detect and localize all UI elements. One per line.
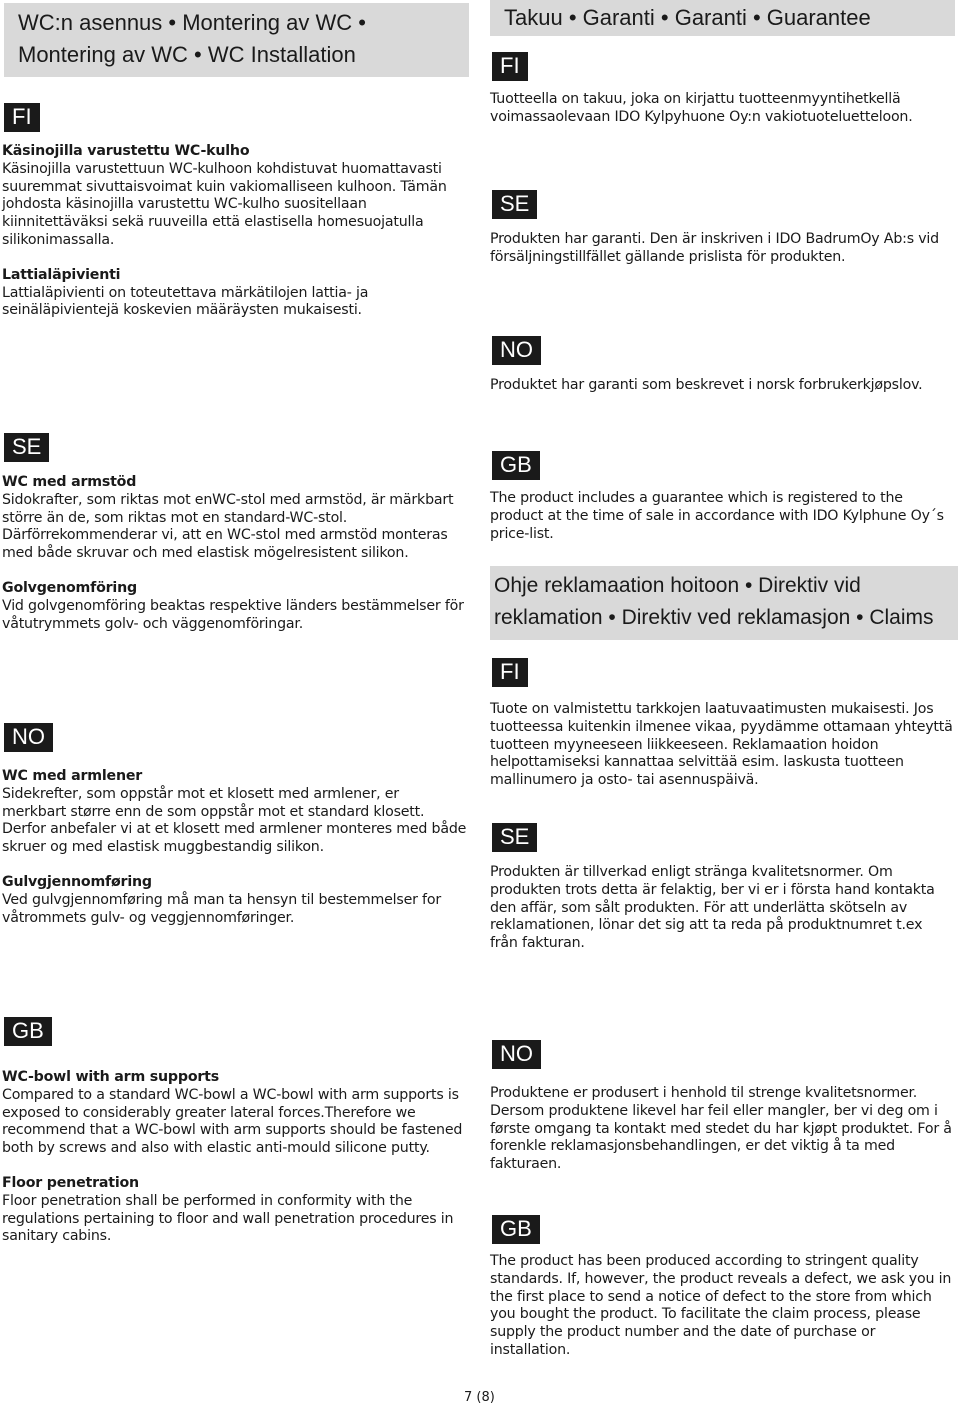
- section-heading: Gulvgjennomføring: [2, 873, 152, 890]
- section-heading: WC-bowl with arm supports: [2, 1069, 219, 1085]
- section-text: Compared to a standard WC-bowl a WC-bowl with arm supports is exposed to considerably greater lateral forces.Therefore we recommend that a WC-bowl with arm supports should be fastened both by screws and also with elastic anti-mould silicone putty.: [2, 1086, 463, 1157]
- section-text: Sidekrefter, som oppstår mot et klosett med armlener, er merkbart større enn de som oppstår mot et standard klosett. Derfor anbefaler vi at et klosett med armlener monteres med både skruer og med elastisk muggbestandig silikon.: [2, 785, 467, 856]
- claims-gb-text: The product has been produced according to stringent quality standards. If, however, the product reveals a defect, we ask you in the first place to send a notice of defect to the store from which you bought the product. To facilitate the claim process, please supply the product number and the date of purchase or installation.: [490, 1253, 952, 1358]
- section-text: Ved gulvgjennomføring må man ta hensyn til bestemmelser for våtrommets gulv- og veggjennomføringer.: [2, 891, 441, 926]
- installation-title: WC:n asennus • Montering av WC • Montering av WC • WC Installation: [18, 10, 366, 67]
- section-text: Sidokrafter, som riktas mot enWC-stol med armstöd, är märkbart större än de, som riktas mot en standard-WC-stol. Därförrekommenderar vi, att en WC-stol med armstöd monteras med både skruvar och med elastisk mögelresistent silikon.: [2, 491, 454, 562]
- section-heading: Lattialäpivienti: [2, 266, 121, 283]
- section-heading: Floor penetration: [2, 1174, 139, 1191]
- lang-tag-se: SE: [4, 433, 49, 462]
- section-text: Floor penetration shall be performed in conformity with the regulations pertaining to floor and wall penetration procedures in sanitary cabins.: [2, 1192, 454, 1245]
- lang-tag-se: SE: [492, 823, 537, 852]
- guarantee-gb-text: The product includes a guarantee which is registered to the product at the time of sale in accordance with IDO Kylphune Oy´s price-list.: [490, 490, 944, 542]
- installation-fi-section: [2, 143, 464, 320]
- lang-tag-fi: FI: [4, 103, 40, 132]
- claims-fi-text: Tuote on valmistettu tarkkojen laatuvaatimusten mukaisesti. Jos tuotteessa kuitenkin ilmenee vikaa, pyydämme ottamaan yhteyttä tuotteen myyneeseen liikkeeseen. Reklamaation hoidon helpottamiseksi kannattaa selvittää esim. laskusta tuotteen mallinumero ja osto- tai asennuspäivä.: [490, 701, 953, 789]
- claims-banner: [490, 566, 958, 640]
- installation-se-section: [2, 474, 467, 633]
- guarantee-fi-text: Tuotteella on takuu, joka on kirjattu tuotteenmyyntihetkellä voimassaolevaan IDO Kylpyhuone Oy:n vakiotuoteluetteloon.: [490, 91, 913, 125]
- section-heading: WC med armlener: [2, 768, 143, 784]
- guarantee-banner: [490, 0, 955, 36]
- lang-tag-gb: GB: [492, 1215, 540, 1244]
- installation-gb-section: [2, 1069, 467, 1246]
- section-text: Lattialäpivienti on toteutettava märkätilojen lattia- ja seinäläpivientejä koskevien määräysten mukaisesti.: [2, 284, 369, 319]
- section-heading: Golvgenomföring: [2, 579, 137, 596]
- claims-no-text: Produktene er produsert i henhold til strenge kvalitetsnormer. Dersom produktene likevel har feil eller mangler, ber vi deg om i første omgang ta kontakt med stedet du har kjøpt produktet. For å forenkle reklamasjonsbehandlingen, er det viktig å ta med fakturaen.: [490, 1085, 952, 1173]
- lang-tag-fi: FI: [492, 52, 528, 81]
- lang-tag-fi: FI: [492, 658, 528, 687]
- section-text: Käsinojilla varustettuun WC-kulhoon kohdistuvat huomattavasti suuremmat sivuttaisvoimat kuin vakiomalliseen kulhoon. Tämän johdosta käsinojilla varustettu WC-kulho suositellaan kiinnitettäväksi sekä ruuveilla että elastisella homesuojatulla silikonimassalla.: [2, 160, 447, 248]
- claims-title: Ohje reklamaation hoitoon • Direktiv vid reklamation • Direktiv ved reklamasjon • Claims: [494, 574, 934, 629]
- guarantee-se-text: Produkten har garanti. Den är inskriven i IDO BadrumOy Ab:s vid försäljningstillfället gällande prislista för produkten.: [490, 231, 939, 265]
- lang-tag-gb: GB: [492, 451, 540, 480]
- section-heading: WC med armstöd: [2, 474, 137, 490]
- guarantee-no-text: Produktet har garanti som beskrevet i norsk forbrukerkjøpslov.: [490, 377, 923, 393]
- installation-banner: [4, 3, 469, 77]
- section-text: Vid golvgenomföring beaktas respektive länders bestämmelser för våtutrymmets golv- och väggenomföringar.: [2, 597, 464, 632]
- claims-se-text: Produkten är tillverkad enligt stränga kvalitetsnormer. Om produkten trots detta är felaktig, ber vi er i första hand kontakta den affär, som sålt produkten. För att underlätta skötseln av reklamationen, lönar det sig att ta reda på produktnumret t.ex från fakturan.: [490, 864, 935, 952]
- lang-tag-no: NO: [492, 336, 541, 365]
- section-heading: Käsinojilla varustettu WC-kulho: [2, 143, 250, 159]
- page-number: 7 (8): [464, 1390, 495, 1405]
- lang-tag-no: NO: [4, 723, 53, 752]
- lang-tag-no: NO: [492, 1040, 541, 1069]
- guarantee-title: Takuu • Garanti • Garanti • Guarantee: [504, 5, 871, 30]
- lang-tag-gb: GB: [4, 1017, 52, 1046]
- installation-no-section: [2, 768, 467, 927]
- lang-tag-se: SE: [492, 190, 537, 219]
